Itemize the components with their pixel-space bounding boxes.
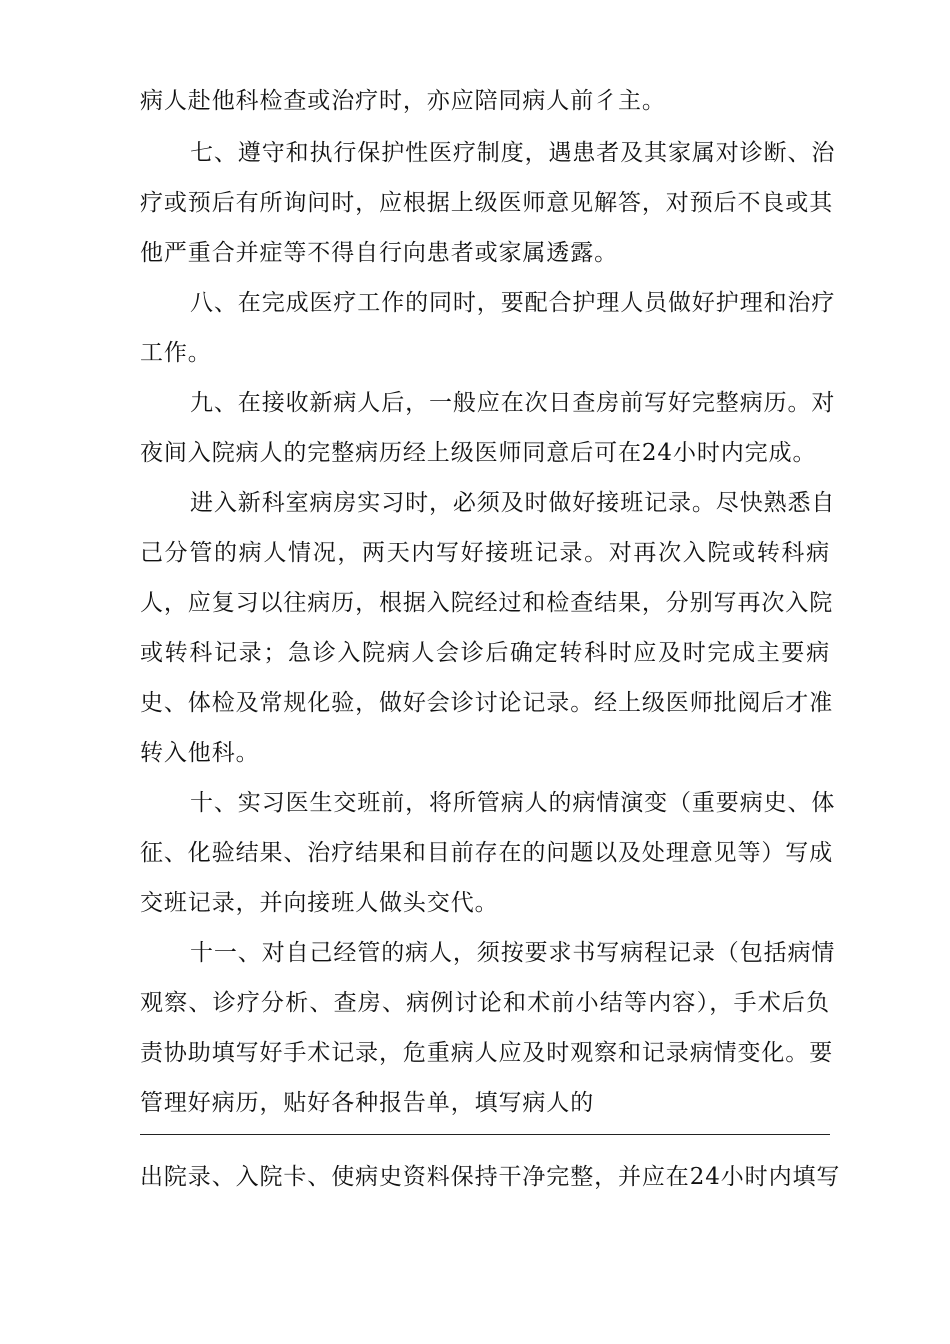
paragraph-7-line-3: 他严重合并症等不得自行向患者或家属透露。 (140, 240, 618, 266)
paragraph-transfer-line-3: 人，应复习以往病历，根据入院经过和检查结果，分别写再次入院 (140, 590, 834, 616)
paragraph-8-line-2: 工作。 (140, 340, 212, 366)
paragraph-11-line-3: 责协助填写好手术记录，危重病人应及时观察和记录病情变化。要 (140, 1040, 834, 1066)
paragraph-11-line-2: 观察、诊疗分析、查房、病例讨论和术前小结等内容），手术后负 (140, 990, 830, 1016)
paragraph-10-line-1: 十、实习医生交班前，将所管病人的病情演变（重要病史、体 (190, 790, 836, 816)
paragraph-transfer-line-4: 或转科记录；急诊入院病人会诊后确定转科时应及时完成主要病 (140, 640, 830, 666)
paragraph-11-line-1: 十一、对自己经管的病人，须按要求书写病程记录（包括病情 (190, 940, 836, 966)
continuation-line: 出院录、入院卡、使病史资料保持干净完整，并应在24小时内填写 (140, 1164, 841, 1190)
paragraph-10-line-2: 征、化验结果、治疗结果和目前存在的问题以及处理意见等）写成 (140, 840, 834, 866)
paragraph-11-line-4: 管理好病历，贴好各种报告单，填写病人的 (140, 1090, 595, 1116)
paragraph-transfer-line-6: 转入他科。 (140, 740, 260, 766)
page-break-divider (140, 1134, 830, 1135)
paragraph-7-line-1: 七、遵守和执行保护性医疗制度，遇患者及其家属对诊断、治 (190, 140, 836, 166)
text-line-1: 病人赴他科检查或治疗时，亦应陪同病人前彳主。 (140, 88, 666, 114)
paragraph-transfer-line-1: 进入新科室病房实习时，必须及时做好接班记录。尽快熟悉自 (190, 490, 836, 516)
paragraph-9-line-1: 九、在接收新病人后，一般应在次日查房前写好完整病历。对 (190, 390, 836, 416)
paragraph-9-line-2: 夜间入院病人的完整病历经上级医师同意后可在24小时内完成。 (140, 440, 817, 466)
paragraph-transfer-line-5: 史、体检及常规化验，做好会诊讨论记录。经上级医师批阅后才准 (140, 690, 834, 716)
paragraph-10-line-3: 交班记录，并向接班人做头交代。 (140, 890, 499, 916)
paragraph-transfer-line-2: 己分管的病人情况，两天内写好接班记录。对再次入院或转科病 (140, 540, 830, 566)
paragraph-7-line-2: 疗或预后有所询问时，应根据上级医师意见解答，对预后不良或其 (140, 190, 834, 216)
paragraph-8-line-1: 八、在完成医疗工作的同时，要配合护理人员做好护理和治疗 (190, 290, 836, 316)
